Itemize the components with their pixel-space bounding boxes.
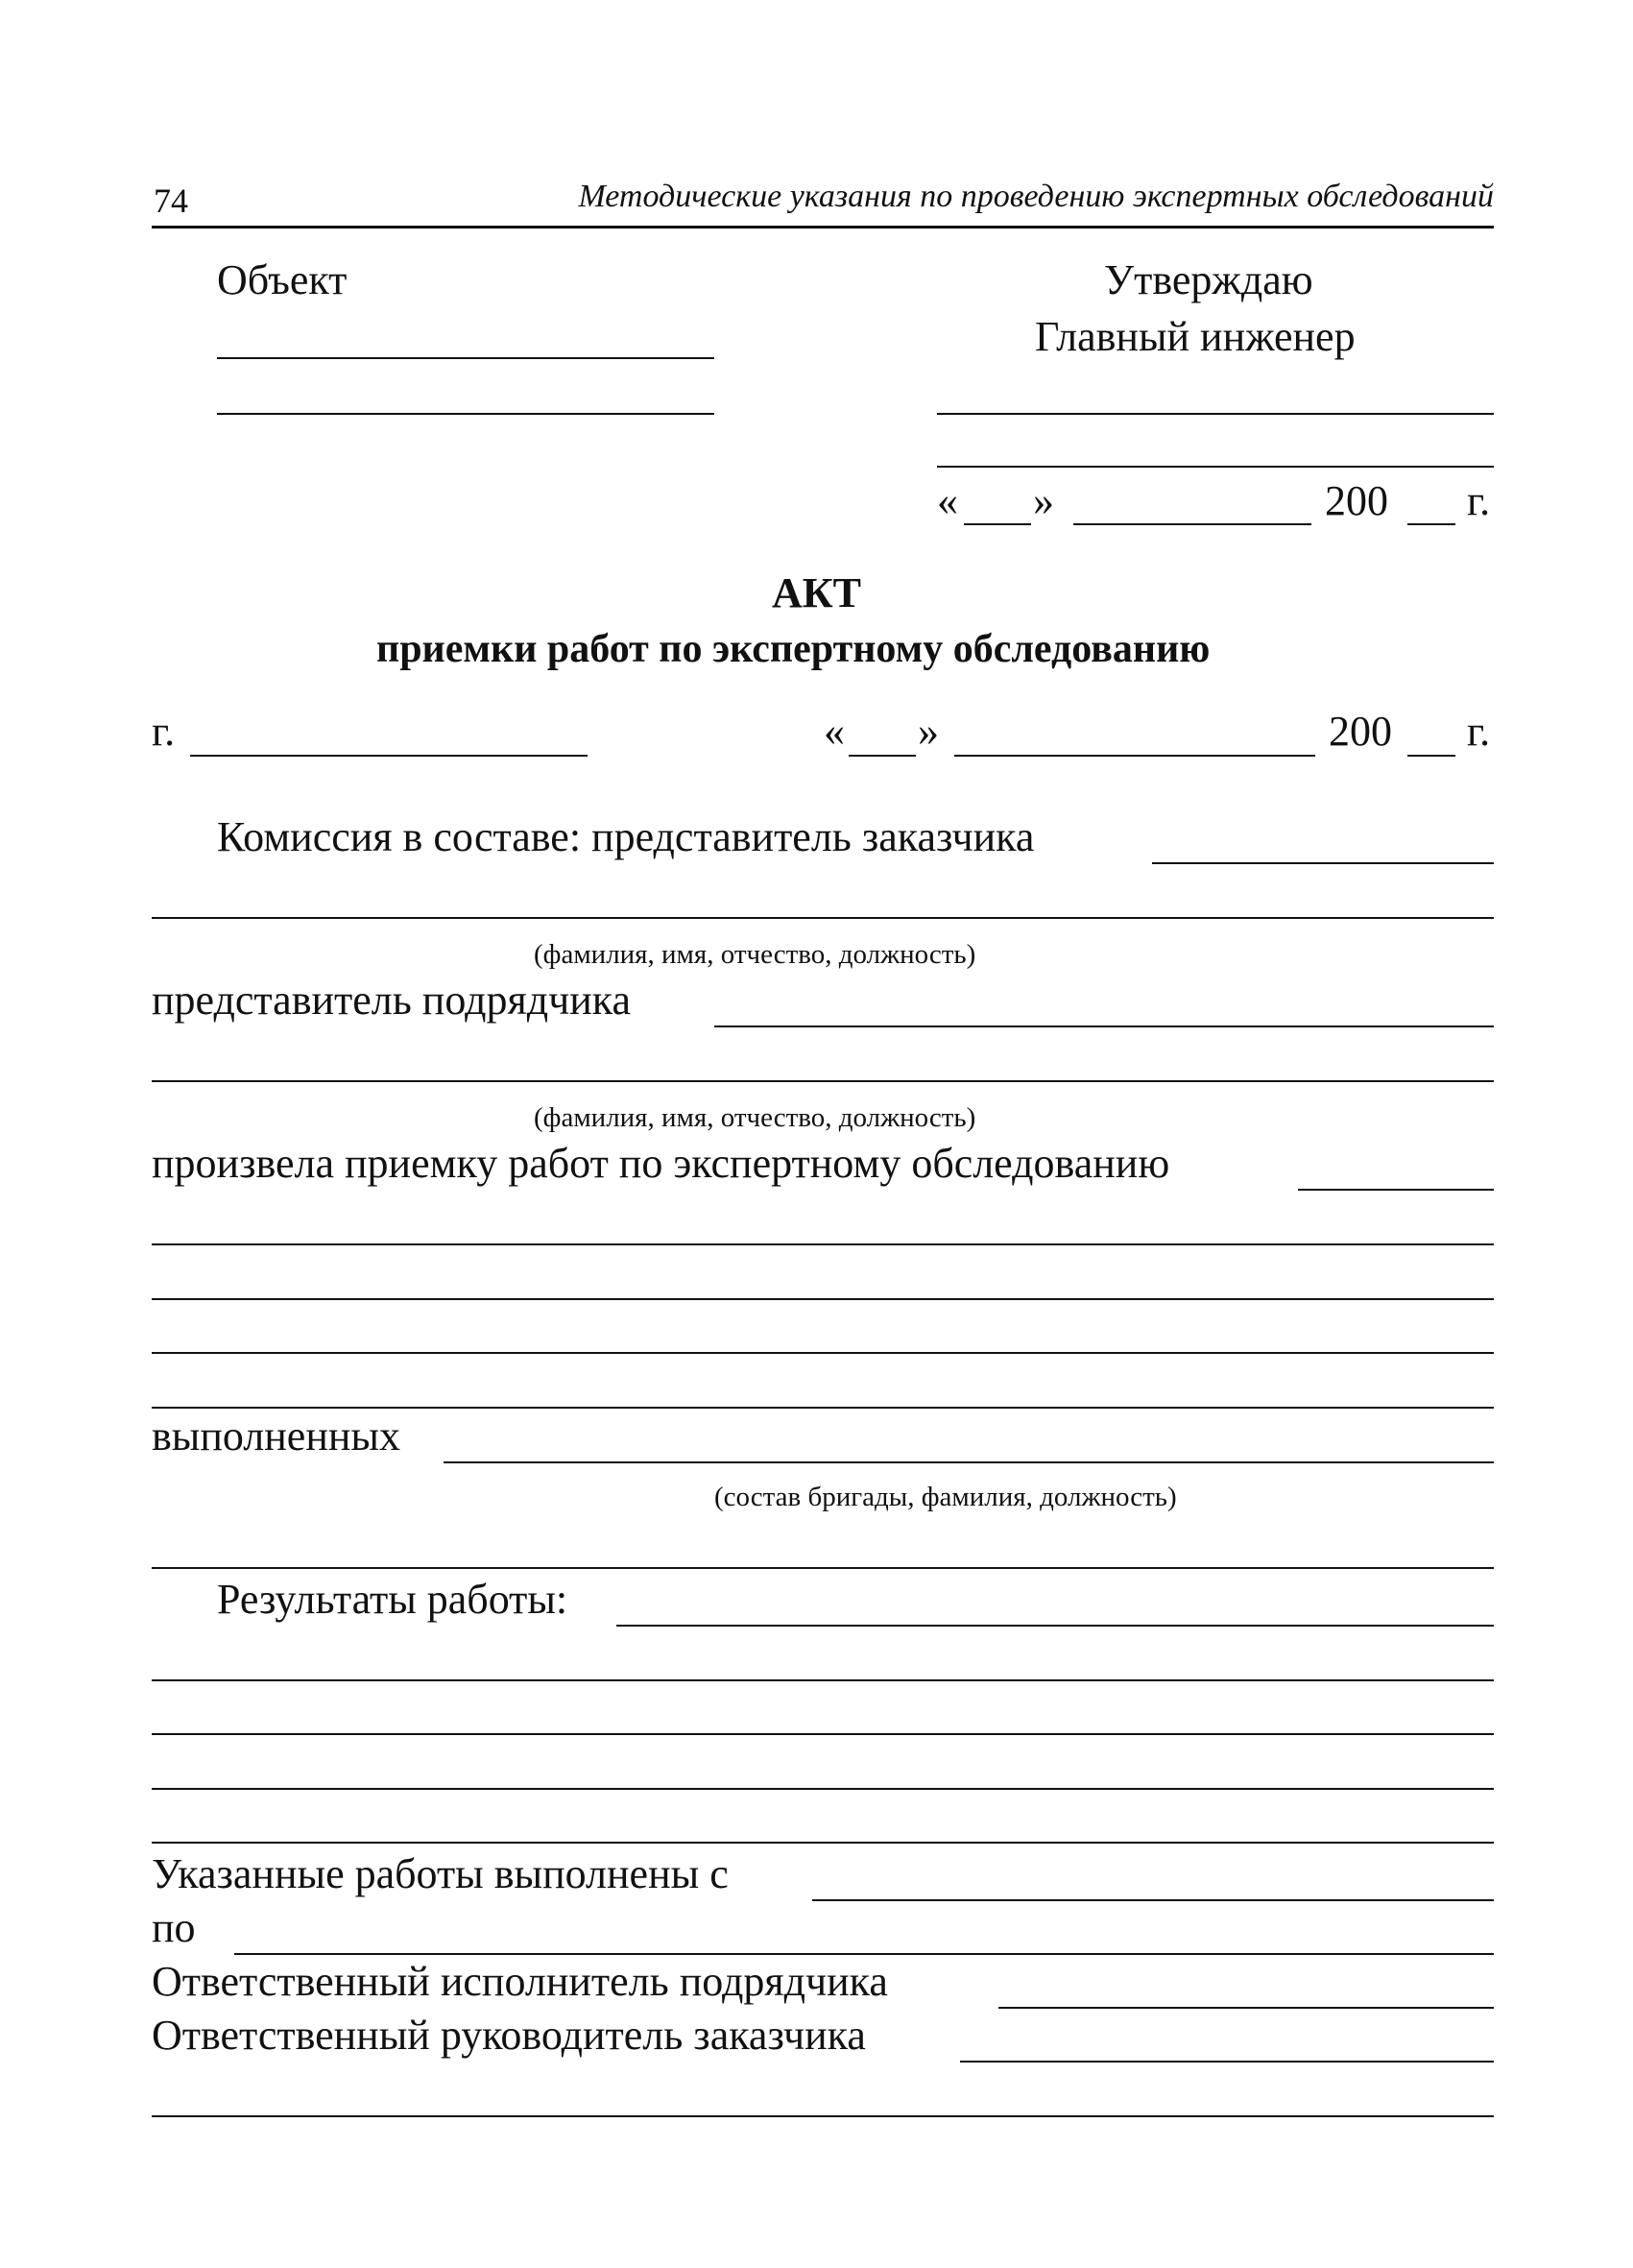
commission-label: Комиссия в составе: представитель заказчика [217,813,1035,860]
object-line-2[interactable] [217,413,714,415]
act-day-field[interactable] [849,755,916,757]
performed-label: выполненных [152,1412,400,1460]
results-line-5[interactable] [152,1842,1494,1844]
approval-day-field[interactable] [964,523,1031,525]
works-to-field[interactable] [234,1953,1494,1955]
acceptance-line-4[interactable] [152,1352,1494,1354]
contractor-responsible-label: Ответственный исполнитель подрядчика [152,1958,888,2005]
results-line-2[interactable] [152,1679,1494,1681]
team-line-2[interactable] [152,1567,1494,1569]
acceptance-field[interactable] [1298,1189,1494,1191]
act-title: АКТ [771,569,862,616]
acceptance-line-5[interactable] [152,1407,1494,1409]
results-label: Результаты работы: [217,1576,568,1623]
page-number: 74 [154,181,188,220]
results-line-4[interactable] [152,1788,1494,1790]
results-line-3[interactable] [152,1733,1494,1735]
customer-rep-line-2[interactable] [152,917,1494,919]
act-year-suffix: г. [1467,708,1491,755]
customer-rep-field[interactable] [1152,862,1494,864]
act-date-open-quote: « [824,708,845,755]
approval-date-open-quote: « [937,477,958,524]
contractor-rep-hint: (фамилия, имя, отчество, должность) [534,1102,976,1133]
works-to-label: по [152,1904,196,1951]
acceptance-line-3[interactable] [152,1298,1494,1300]
contractor-rep-field[interactable] [714,1025,1494,1027]
results-field[interactable] [616,1625,1494,1627]
team-field[interactable] [444,1461,1494,1463]
approval-year-prefix: 200 [1325,477,1388,524]
chief-engineer-label: Главный инженер [1035,313,1356,360]
approval-date-close-quote: » [1033,477,1054,524]
city-field[interactable] [190,755,588,757]
name-line[interactable] [937,466,1494,468]
act-year-prefix: 200 [1329,708,1392,755]
approval-month-field[interactable] [1073,523,1311,525]
works-from-label: Указанные работы выполнены с [152,1850,729,1897]
approval-year-field[interactable] [1407,523,1455,525]
object-label: Объект [217,256,348,303]
object-line-1[interactable] [217,357,714,359]
header-rule [152,226,1494,229]
acceptance-label: произвела приемку работ по экспертному обследованию [152,1140,1170,1187]
city-prefix: г. [152,708,176,755]
contractor-rep-line-2[interactable] [152,1080,1494,1082]
contractor-responsible-field[interactable] [998,2007,1494,2009]
act-month-field[interactable] [954,755,1315,757]
team-hint: (состав бригады, фамилия, должность) [714,1482,1177,1512]
customer-responsible-label: Ответственный руководитель заказчика [152,2012,866,2059]
signature-line[interactable] [937,413,1494,415]
acceptance-line-2[interactable] [152,1243,1494,1245]
act-year-field[interactable] [1407,755,1455,757]
act-subtitle: приемки работ по экспертному обследованию [376,627,1211,671]
approve-label: Утверждаю [1104,256,1313,303]
running-title: Методические указания по проведению экспертных обследований [578,179,1494,214]
act-date-close-quote: » [918,708,939,755]
customer-rep-hint: (фамилия, имя, отчество, должность) [534,939,976,970]
customer-responsible-field[interactable] [960,2061,1494,2063]
approval-year-suffix: г. [1467,477,1491,524]
customer-responsible-line-2[interactable] [152,2115,1494,2117]
works-from-field[interactable] [812,1899,1494,1901]
contractor-rep-label: представитель подрядчика [152,977,632,1024]
